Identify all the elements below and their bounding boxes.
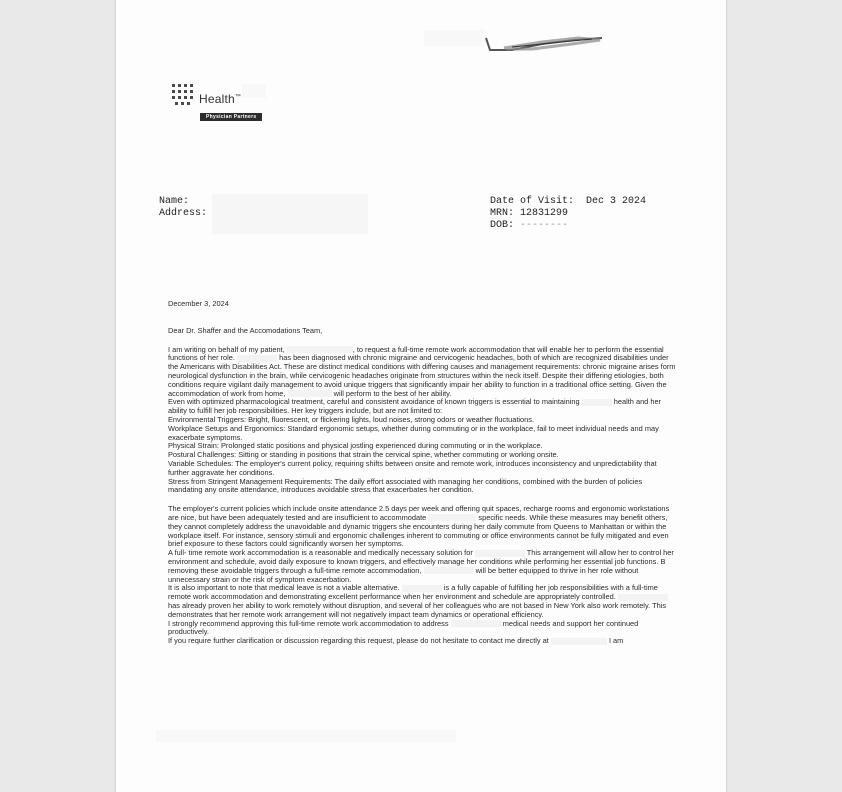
address-label: Address: (159, 208, 208, 219)
paragraph-policies: The employer's current policies which include onsite attendance 2.5 days per week and offering quit spaces, recharge rooms and ergonomic workstations are nice, but have been adequately tested and are insufficient to accommodate specific needs. While these measures may benefit others, they cannot completely address the unavoidable and dynamic triggers she encounters during her daily commute from Queens to Manhattan or within the workplace itself. For instance, sensory stimuli and ergonomic challenges inherent to commuting or office environments cannot be fully mitigated and even brief exposure to these factors could significantly worsen her symptoms. (168, 504, 670, 549)
dob: DOB: -------- (490, 220, 569, 231)
logo-tagline: Physician Partners (200, 113, 262, 121)
salutation: Dear Dr. Shaffer and the Accomodations Team, (168, 325, 323, 335)
redaction-footer (156, 730, 456, 742)
trigger-stress: Stress from Stringent Management Requirements: The daily effort associated with managing her conditions, combined with the burden of policies mandating any onsite attendance, introduces avoidable stress that exacerbates her condition. (168, 476, 643, 495)
date-of-visit: Date of Visit: Dec 3 2024 (490, 196, 647, 207)
trigger-schedules: Variable Schedules: The employer's current policy, requiring shifts between onsite and remote work, introduces inconsistency and unpredictability that further aggravate her conditions. (168, 458, 657, 477)
logo-wordmark: Health™ (199, 92, 242, 106)
paragraph-leave: It is also important to note that medical leave is not a viable alternative. is a fully capable of fulfilling her job responsibilities with a full-time remote work accommodation and demonstrating excellent performance when her environment and schedule are appropriately controlled. has already proven her ability to work remotely without disruption, and several of her colleagues who are not based in New York also work remotely. This demonstrates that her remote work arrangement will not negatively impact team dynamics or operational efficiency. (168, 583, 667, 619)
letter-page (116, 0, 726, 792)
letter-date: December 3, 2024 (168, 299, 229, 308)
redaction-header (424, 30, 486, 46)
paragraph-contact: If you require further clarification or discussion regarding this request, please do not hesitate to contact me directly at I am (168, 636, 624, 646)
paragraph-recommend: I strongly recommend approving this full-time remote work accommodation to address medical needs and support her continued productively. (168, 618, 639, 637)
trigger-postural: Postural Challenges: Sitting or standing in positions that strain the cervical spine, whether commuting or working onsite. (168, 450, 559, 460)
signature-scribble (482, 34, 608, 54)
letter-body (168, 300, 678, 646)
mrn: MRN: 12831299 (490, 208, 569, 219)
trigger-environmental: Environmental Triggers: Bright, fluorescent, or flickering lights, loud noises, strong odors or weather fluctuations. (168, 414, 535, 424)
logo-dots-icon (172, 84, 196, 106)
name-label: Name: (159, 196, 190, 207)
paragraph-triggers: Even with optimized pharmacological treatment, careful and consistent avoidance of known triggers is essential to maintaining health and her ability to fulfill her job responsibilities. Her key triggers include, but are not limited to: (168, 397, 662, 416)
health-logo (172, 82, 292, 126)
redaction-address-block (212, 194, 368, 234)
paragraph-intro: I am writing on behalf of my patient, , to request a full-time remote work accommodation that will enable her to perform the essential functions of her role. has been diagnosed with chronic migraine and cervicogenic headaches, both of which are recognized disabilities under the Americans with Disabilities Act. These are distinct medical conditions with differing causes and management requirements: chronic migraine arises form neurological dysfunction in the brain, while cervicogenic headaches originate from structures within the neck itself. Despite their differing etiologies, both conditions require vigilant daily management to avoid unique triggers that significantly impair her ability to function in a traditional office setting. Given the accommodation of work from home, will perform to the best of her ability. (168, 344, 676, 398)
trigger-physical: Physical Strain: Prolonged static positions and physical jostling experienced during commuting or in the workplace. (168, 441, 543, 451)
paragraph-solution: A full- time remote work accommodation is a reasonable and medically necessary solution for This arrangement will allow her to control her environment and schedule, avoid daily exposure to known triggers, and effectively manage her conditions while performing her essential job functions. B removing these avoidable triggers through a full-time remote accommodation, will be better equipped to thrive in her role without unnecessary strain or the risk of symptom exacerbation. (168, 548, 674, 584)
trigger-ergonomics: Workplace Setups and Ergonomics: Standard ergonomic setups, whether during commuting or in the workplace, fail to meet individual needs and may exacerbate symptoms. (168, 423, 659, 442)
